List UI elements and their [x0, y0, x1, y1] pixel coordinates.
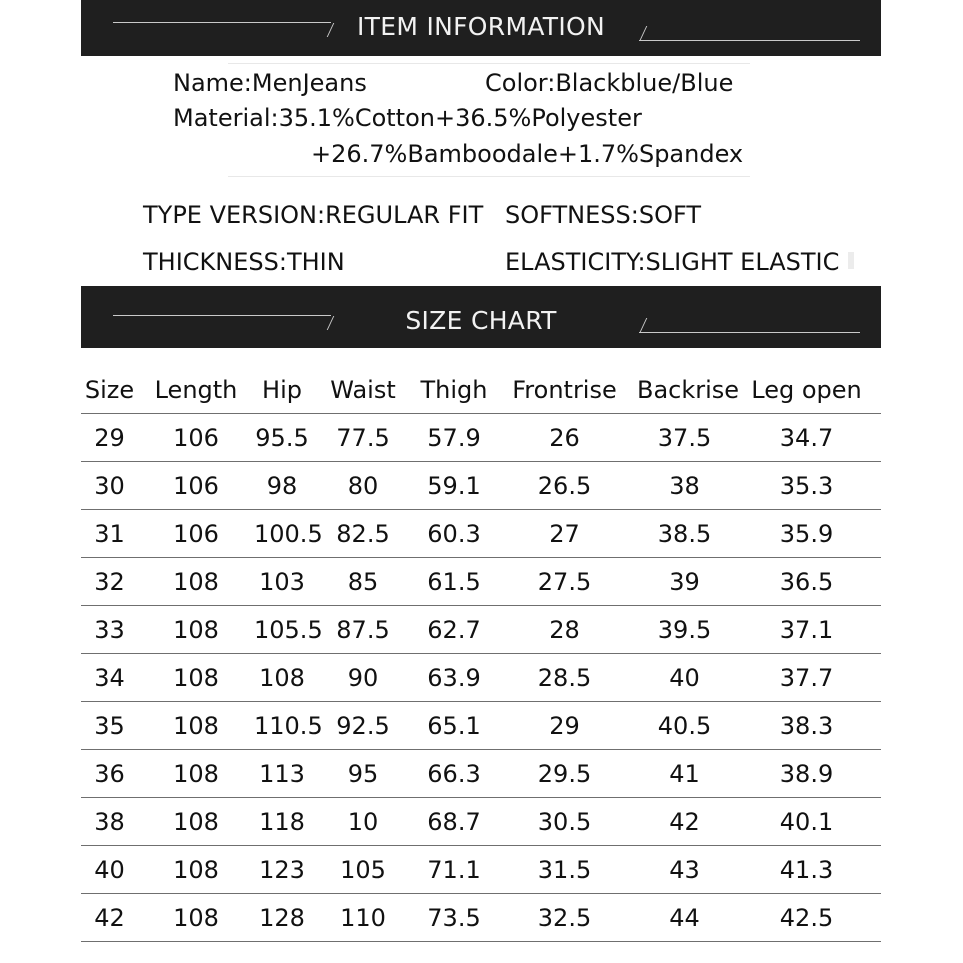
table-cell: 30.5	[492, 798, 637, 846]
table-cell: 105	[310, 846, 416, 894]
column-header-waist: Waist	[310, 366, 416, 414]
table-cell: 110	[310, 894, 416, 942]
table-cell: 100.5	[254, 510, 310, 558]
spec-softness: SOFTNESS:SOFT	[505, 201, 702, 229]
table-cell: 123	[254, 846, 310, 894]
table-cell: 35	[81, 702, 138, 750]
size-chart-header-row	[81, 366, 881, 414]
table-cell: 42	[637, 798, 732, 846]
table-row	[81, 894, 881, 942]
table-cell: 108	[138, 606, 254, 654]
table-row	[81, 798, 881, 846]
table-cell: 98	[254, 462, 310, 510]
spec-type-version: TYPE VERSION:REGULAR FIT	[143, 201, 484, 229]
table-cell: 26.5	[492, 462, 637, 510]
item-information-title: ITEM INFORMATION	[356, 12, 605, 41]
table-cell: 128	[254, 894, 310, 942]
table-cell: 65.1	[416, 702, 492, 750]
spec-thickness: THICKNESS:THIN	[143, 248, 345, 276]
table-row	[81, 414, 881, 462]
table-cell: 77.5	[310, 414, 416, 462]
table-row	[81, 606, 881, 654]
table-cell: 105.5	[254, 606, 310, 654]
banner-decorative-line-right	[639, 40, 860, 41]
table-cell: 68.7	[416, 798, 492, 846]
column-header-leg-open: Leg open	[732, 366, 881, 414]
table-cell: 35.9	[732, 510, 881, 558]
table-row	[81, 702, 881, 750]
table-cell: 44	[637, 894, 732, 942]
table-cell: 27.5	[492, 558, 637, 606]
table-cell: 34.7	[732, 414, 881, 462]
item-name: Name:MenJeans	[173, 69, 367, 97]
table-cell: 29	[81, 414, 138, 462]
table-cell: 36	[81, 750, 138, 798]
table-cell: 95	[310, 750, 416, 798]
table-cell: 31.5	[492, 846, 637, 894]
column-header-thigh: Thigh	[416, 366, 492, 414]
size-chart-title: SIZE CHART	[405, 306, 557, 335]
table-cell: 38.5	[637, 510, 732, 558]
table-cell: 108	[138, 846, 254, 894]
table-cell: 85	[310, 558, 416, 606]
size-chart-body	[81, 414, 881, 942]
table-cell: 38	[81, 798, 138, 846]
size-chart-banner	[81, 286, 881, 348]
table-cell: 59.1	[416, 462, 492, 510]
table-cell: 42.5	[732, 894, 881, 942]
column-header-hip: Hip	[254, 366, 310, 414]
banner-decorative-line-right	[639, 332, 860, 333]
table-cell: 63.9	[416, 654, 492, 702]
item-information-banner	[81, 0, 881, 56]
column-header-backrise: Backrise	[637, 366, 732, 414]
table-cell: 40.5	[637, 702, 732, 750]
table-cell: 39	[637, 558, 732, 606]
table-cell: 108	[138, 750, 254, 798]
table-cell: 106	[138, 462, 254, 510]
table-cell: 40.1	[732, 798, 881, 846]
table-cell: 43	[637, 846, 732, 894]
column-header-size: Size	[81, 366, 138, 414]
table-row	[81, 846, 881, 894]
table-cell: 28	[492, 606, 637, 654]
table-cell: 33	[81, 606, 138, 654]
table-cell: 60.3	[416, 510, 492, 558]
table-cell: 34	[81, 654, 138, 702]
table-cell: 106	[138, 510, 254, 558]
table-cell: 108	[254, 654, 310, 702]
table-cell: 38	[637, 462, 732, 510]
item-material: Material:35.1%Cotton+36.5%Polyester	[173, 104, 642, 132]
table-cell: 37.1	[732, 606, 881, 654]
table-cell: 32	[81, 558, 138, 606]
table-row	[81, 558, 881, 606]
table-cell: 92.5	[310, 702, 416, 750]
table-cell: 57.9	[416, 414, 492, 462]
table-cell: 41	[637, 750, 732, 798]
table-cell: 31	[81, 510, 138, 558]
table-cell: 108	[138, 558, 254, 606]
table-cell: 108	[138, 702, 254, 750]
table-row	[81, 462, 881, 510]
table-cell: 35.3	[732, 462, 881, 510]
spec-elasticity: ELASTICITY:SLIGHT ELASTIC	[505, 248, 840, 276]
table-row	[81, 750, 881, 798]
table-cell: 61.5	[416, 558, 492, 606]
table-cell: 87.5	[310, 606, 416, 654]
table-cell: 73.5	[416, 894, 492, 942]
column-header-frontrise: Frontrise	[492, 366, 637, 414]
size-chart-table	[81, 366, 881, 942]
table-row	[81, 510, 881, 558]
table-cell: 42	[81, 894, 138, 942]
table-cell: 26	[492, 414, 637, 462]
table-cell: 113	[254, 750, 310, 798]
table-cell: 118	[254, 798, 310, 846]
item-material-continued: +26.7%Bamboodale+1.7%Spandex	[311, 140, 744, 168]
table-cell: 29.5	[492, 750, 637, 798]
table-cell: 108	[138, 894, 254, 942]
table-cell: 90	[310, 654, 416, 702]
table-cell: 40	[637, 654, 732, 702]
table-cell: 41.3	[732, 846, 881, 894]
table-cell: 38.9	[732, 750, 881, 798]
table-cell: 95.5	[254, 414, 310, 462]
table-row	[81, 654, 881, 702]
table-cell: 27	[492, 510, 637, 558]
table-cell: 29	[492, 702, 637, 750]
table-cell: 32.5	[492, 894, 637, 942]
table-cell: 110.5	[254, 702, 310, 750]
table-cell: 10	[310, 798, 416, 846]
table-cell: 28.5	[492, 654, 637, 702]
decorative-mark	[848, 252, 854, 269]
table-cell: 36.5	[732, 558, 881, 606]
table-cell: 40	[81, 846, 138, 894]
table-cell: 71.1	[416, 846, 492, 894]
table-cell: 37.7	[732, 654, 881, 702]
table-cell: 82.5	[310, 510, 416, 558]
table-cell: 39.5	[637, 606, 732, 654]
table-cell: 37.5	[637, 414, 732, 462]
table-cell: 66.3	[416, 750, 492, 798]
table-cell: 80	[310, 462, 416, 510]
table-cell: 30	[81, 462, 138, 510]
table-cell: 38.3	[732, 702, 881, 750]
table-cell: 108	[138, 654, 254, 702]
item-color: Color:Blackblue/Blue	[485, 69, 734, 97]
table-cell: 103	[254, 558, 310, 606]
table-cell: 62.7	[416, 606, 492, 654]
table-cell: 108	[138, 798, 254, 846]
table-cell: 106	[138, 414, 254, 462]
column-header-length: Length	[138, 366, 254, 414]
